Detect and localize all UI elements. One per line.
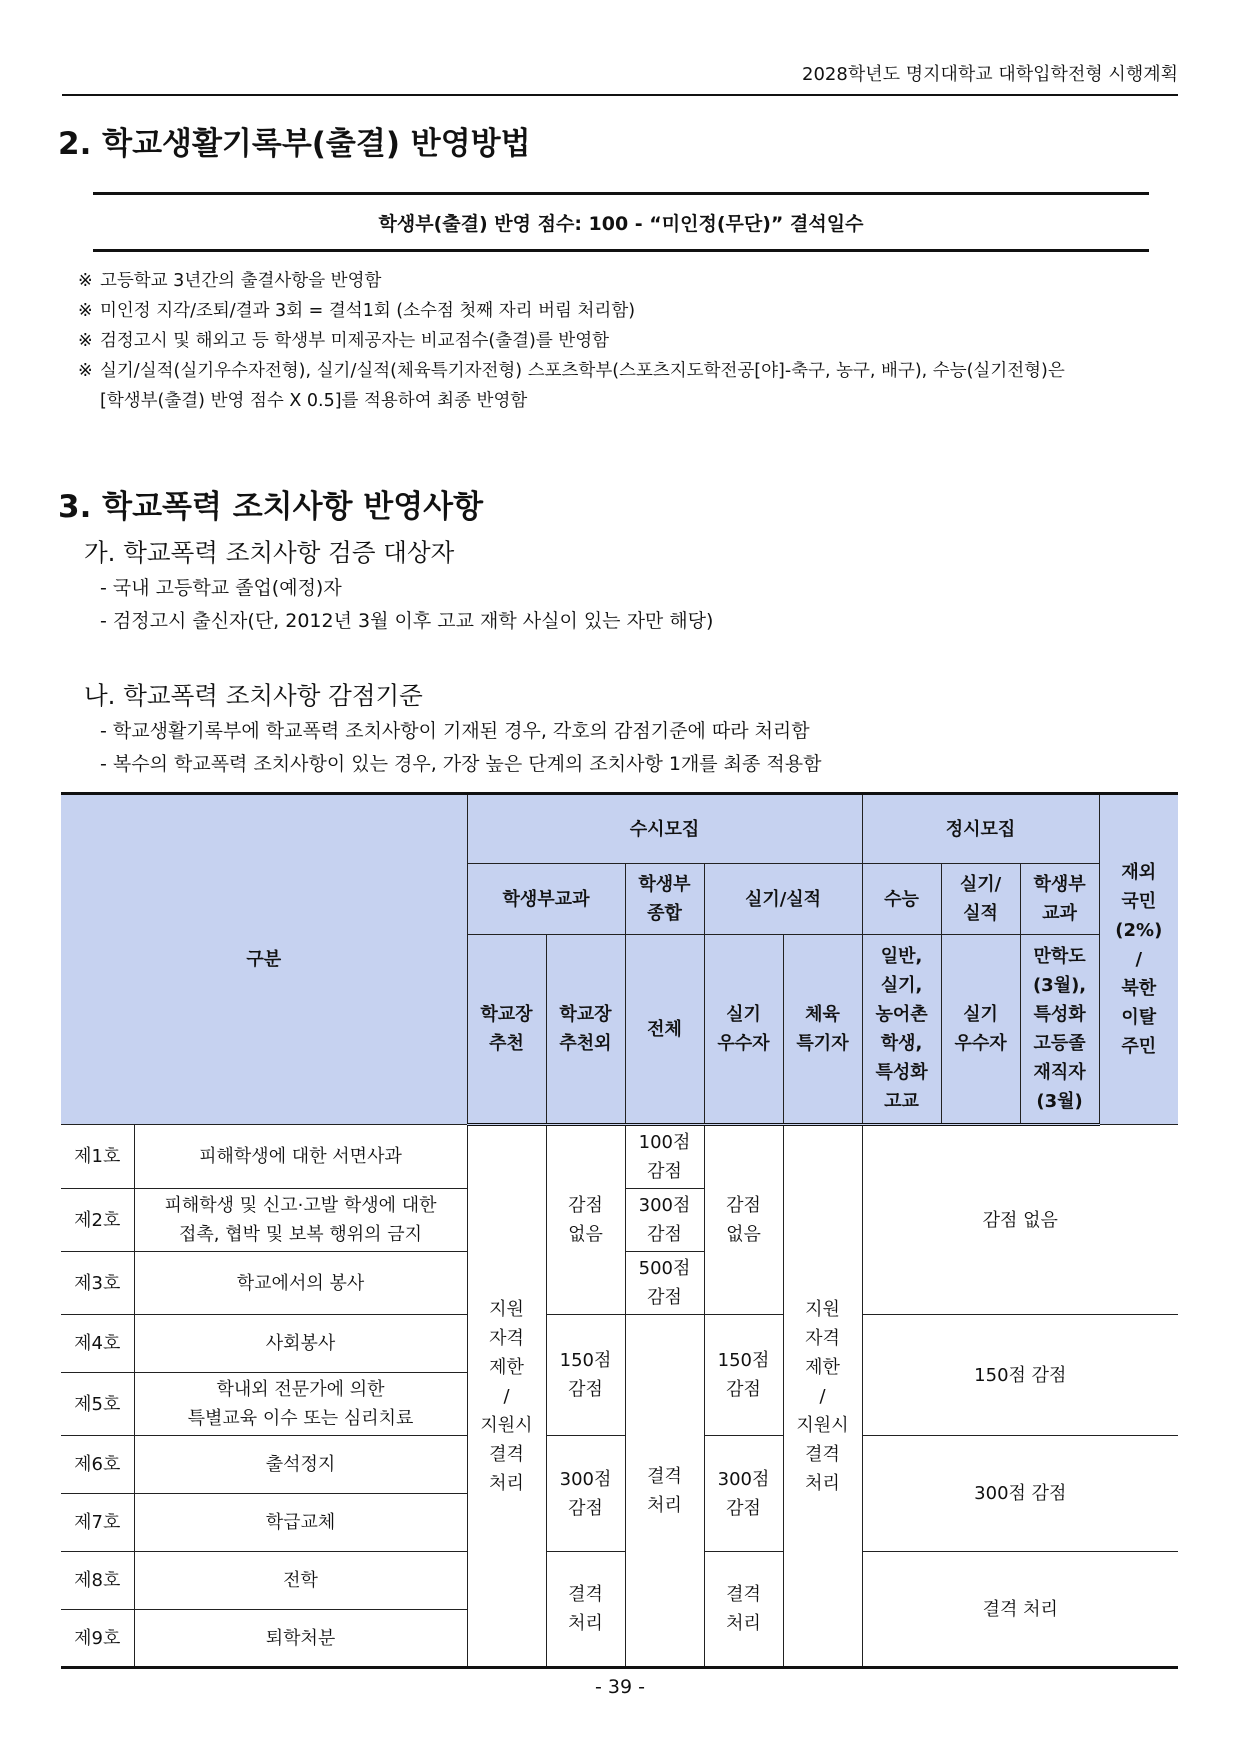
list-item: - 학교생활기록부에 학교폭력 조치사항이 기재된 경우, 각호의 감점기준에 따라 처리함	[100, 720, 810, 742]
header-overseas: 재외 국민 (2%) / 북한 이탈 주민	[1099, 794, 1178, 1125]
row-description: 사회봉사	[134, 1315, 467, 1373]
note-mark: ※	[78, 331, 93, 351]
cell-no-deduction: 감점 없음	[546, 1125, 625, 1315]
header-susi: 수시모집	[467, 794, 862, 864]
header-silgi-siljeok: 실기/실적	[704, 864, 862, 935]
attendance-notes	[78, 266, 1158, 416]
row-number: 제7호	[61, 1494, 134, 1552]
header-hakbu-gyogwa: 학생부교과	[467, 864, 625, 935]
note-text: 실기/실적(실기우수자전형), 실기/실적(체육특기자전형) 스포츠학부(스포츠지도학전공[야]-축구, 농구, 배구), 수능(실기전형)은	[100, 361, 1065, 381]
table-row	[61, 1125, 1178, 1189]
note-mark: ※	[78, 361, 93, 381]
header-jeongsi-silgi-detail: 실기 우수자	[941, 935, 1020, 1125]
row-description: 학교에서의 봉사	[134, 1252, 467, 1315]
row-number: 제4호	[61, 1315, 134, 1373]
header-jeongsi-silgi: 실기/ 실적	[941, 864, 1020, 935]
note-mark: ※	[78, 271, 93, 291]
header-jeongsi: 정시모집	[862, 794, 1099, 864]
row-description: 퇴학처분	[134, 1610, 467, 1668]
row-number: 제9호	[61, 1610, 134, 1668]
cell-disqualify: 결격 처리	[546, 1552, 625, 1668]
page-number: - 39 -	[595, 1676, 645, 1698]
header-hakbu-jonghap: 학생부 종합	[625, 864, 704, 935]
cell-restrict-principal: 지원 자격 제한 / 지원시 결격 처리	[467, 1125, 546, 1668]
cell-disqualify: 결격 처리	[625, 1315, 704, 1668]
attendance-formula: 학생부(출결) 반영 점수: 100 - “미인정(무단)” 결석일수	[93, 192, 1149, 252]
header-silgi-excellent: 실기 우수자	[704, 935, 783, 1125]
note-item	[78, 266, 1158, 296]
cell-restrict-athlete: 지원 자격 제한 / 지원시 결격 처리	[783, 1125, 862, 1668]
subsection-a-list	[100, 572, 713, 638]
header-jeongsi-hakbu: 학생부 교과	[1020, 864, 1099, 935]
note-mark: ※	[78, 301, 93, 321]
row-description: 학내외 전문가에 의한 특별교육 이수 또는 심리치료	[134, 1373, 467, 1436]
row-description: 출석정지	[134, 1436, 467, 1494]
cell-deduction: 300점 감점	[625, 1189, 704, 1252]
cell-disqualify: 결격 처리	[704, 1552, 783, 1668]
school-violence-penalty-table	[61, 792, 1178, 1669]
header-suneung-detail: 일반, 실기, 농어촌 학생, 특성화 고교	[862, 935, 941, 1125]
list-item: - 국내 고등학교 졸업(예정)자	[100, 577, 342, 599]
table-row	[61, 1315, 1178, 1373]
note-item	[78, 326, 1158, 356]
row-description: 피해학생에 대한 서면사과	[134, 1125, 467, 1189]
row-number: 제3호	[61, 1252, 134, 1315]
cell-no-deduction: 감점 없음	[704, 1125, 783, 1315]
note-continuation: [학생부(출결) 반영 점수 X 0.5]를 적용하여 최종 반영함	[100, 391, 528, 411]
row-number: 제8호	[61, 1552, 134, 1610]
subsection-b-list	[100, 715, 822, 781]
row-number: 제6호	[61, 1436, 134, 1494]
cell-deduction: 100점 감점	[625, 1125, 704, 1189]
header-non-principal: 학교장 추천외	[546, 935, 625, 1125]
note-item	[78, 356, 1158, 386]
page-header: 2028학년도 명지대학교 대학입학전형 시행계획	[62, 60, 1178, 96]
row-description: 피해학생 및 신고·고발 학생에 대한 접촉, 협박 및 보복 행위의 금지	[134, 1189, 467, 1252]
cell-disqualify-wide: 결격 처리	[862, 1552, 1178, 1668]
table-row	[61, 1436, 1178, 1494]
list-item: - 복수의 학교폭력 조치사항이 있는 경우, 가장 높은 단계의 조치사항 1개를 최종 적용함	[100, 753, 822, 775]
note-item	[78, 296, 1158, 326]
header-principal: 학교장 추천	[467, 935, 546, 1125]
cell-deduction: 300점 감점	[704, 1436, 783, 1552]
note-text: 검정고시 및 해외고 등 학생부 미제공자는 비교점수(출결)를 반영함	[100, 331, 610, 351]
section-3-heading: 3. 학교폭력 조치사항 반영사항	[58, 489, 484, 525]
cell-deduction-wide: 300점 감점	[862, 1436, 1178, 1552]
cell-deduction: 300점 감점	[546, 1436, 625, 1552]
cell-deduction: 150점 감점	[704, 1315, 783, 1436]
header-gubun: 구분	[61, 794, 467, 1125]
header-all: 전체	[625, 935, 704, 1125]
header-jeongsi-hakbu-detail: 만학도 (3월), 특성화 고등졸 재직자 (3월)	[1020, 935, 1099, 1125]
note-text: 미인정 지각/조퇴/결과 3회 = 결석1회 (소수점 첫째 자리 버림 처리함)	[100, 301, 636, 321]
cell-no-deduction-wide: 감점 없음	[862, 1125, 1178, 1315]
row-number: 제5호	[61, 1373, 134, 1436]
header-athlete: 체육 특기자	[783, 935, 862, 1125]
subsection-a-heading: 가. 학교폭력 조치사항 검증 대상자	[84, 538, 455, 567]
table-row	[61, 1552, 1178, 1610]
cell-deduction: 500점 감점	[625, 1252, 704, 1315]
row-number: 제1호	[61, 1125, 134, 1189]
subsection-b-heading: 나. 학교폭력 조치사항 감점기준	[84, 681, 423, 710]
note-text: 고등학교 3년간의 출결사항을 반영함	[100, 271, 382, 291]
cell-deduction-wide: 150점 감점	[862, 1315, 1178, 1436]
row-description: 학급교체	[134, 1494, 467, 1552]
row-number: 제2호	[61, 1189, 134, 1252]
header-suneung: 수능	[862, 864, 941, 935]
list-item: - 검정고시 출신자(단, 2012년 3월 이후 고교 재학 사실이 있는 자만 해당)	[100, 610, 714, 632]
cell-deduction: 150점 감점	[546, 1315, 625, 1436]
row-description: 전학	[134, 1552, 467, 1610]
section-2-heading: 2. 학교생활기록부(출결) 반영방법	[58, 126, 531, 162]
